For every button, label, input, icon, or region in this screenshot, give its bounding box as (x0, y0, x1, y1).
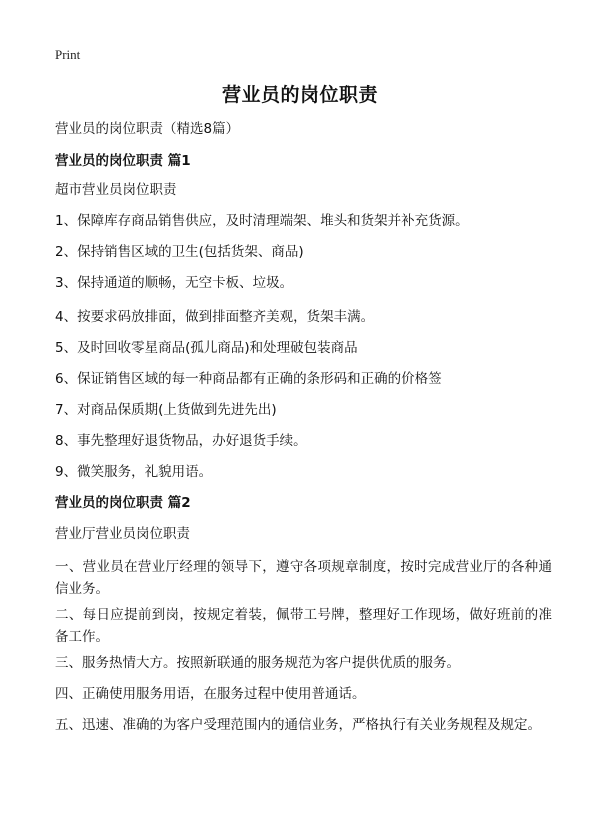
section-intro-2: 营业厅营业员岗位职责 (55, 526, 190, 542)
list-item: 7、对商品保质期(上货做到先进先出) (55, 402, 277, 418)
page-title: 营业员的岗位职责 (221, 84, 378, 106)
list-item: 四、正确使用服务用语，在服务过程中使用普通话。 (55, 686, 366, 702)
list-item: 二、每日应提前到岗，按规定着装，佩带工号牌，整理好工作现场，做好班前的准备工作。 (55, 607, 552, 645)
list-item: 5、及时回收零星商品(孤儿商品)和处理破包装商品 (55, 340, 358, 356)
print-label: Print (55, 47, 81, 62)
list-item: 8、事先整理好退货物品，办好退货手续。 (55, 433, 307, 449)
list-item: 6、保证销售区域的每一种商品都有正确的条形码和正确的价格签 (55, 371, 442, 387)
section-heading-2: 营业员的岗位职责 篇2 (55, 495, 191, 511)
list-item: 3、保持通道的顺畅，无空卡板、垃圾。 (55, 275, 294, 291)
list-item: 三、服务热情大方。按照新联通的服务规范为客户提供优质的服务。 (55, 655, 460, 671)
list-item: 2、保持销售区域的卫生(包括货架、商品) (55, 244, 304, 260)
list-item: 4、按要求码放排面，做到排面整齐美观，货架丰满。 (55, 309, 375, 325)
list-item: 一、营业员在营业厅经理的领导下，遵守各项规章制度，按时完成营业厅的各种通信业务。 (55, 559, 552, 597)
list-item: 五、迅速、准确的为客户受理范围内的通信业务，严格执行有关业务规程及规定。 (55, 717, 541, 733)
list-item: 1、保障库存商品销售供应，及时清理端架、堆头和货架并补充货源。 (55, 213, 469, 229)
section-heading-1: 营业员的岗位职责 篇1 (55, 153, 191, 169)
list-item: 9、微笑服务，礼貌用语。 (55, 464, 213, 480)
section-intro-1: 超市营业员岗位职责 (55, 182, 177, 198)
document-subtitle: 营业员的岗位职责（精选8篇） (55, 121, 240, 137)
